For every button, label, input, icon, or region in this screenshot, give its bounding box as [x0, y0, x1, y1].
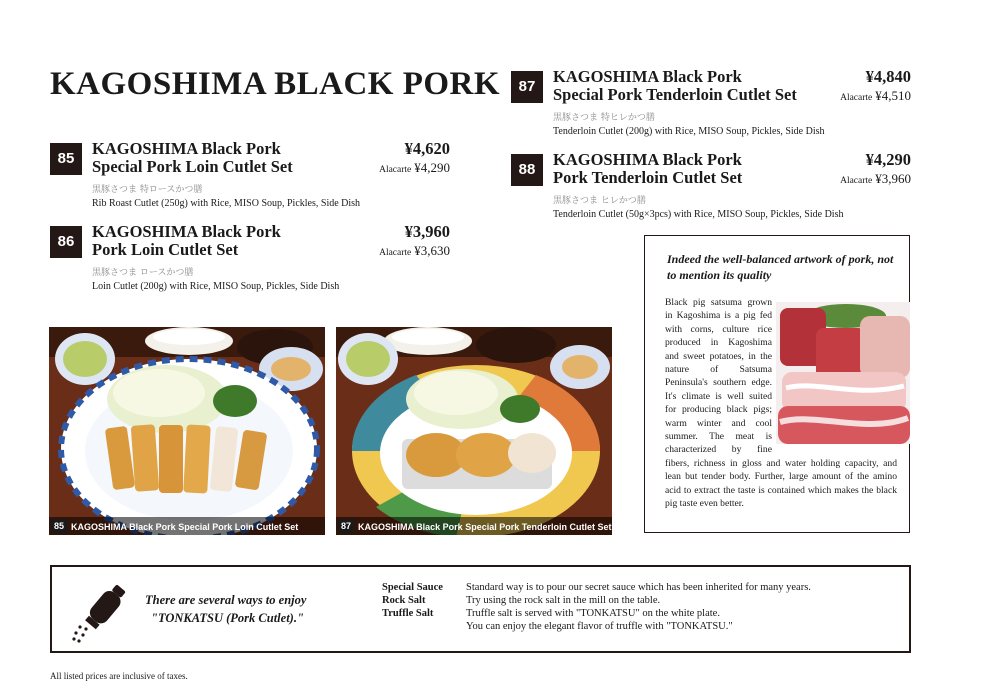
item-price: ¥3,960 [404, 222, 450, 241]
salt-mill-icon [70, 579, 134, 643]
item-japanese-name: 黒豚さつま 特ロースかつ膳 [92, 185, 203, 195]
page-title: KAGOSHIMA BLACK PORK [50, 66, 501, 102]
item-name: KAGOSHIMA Black Pork Special Pork Tenderloin Cutlet Set [553, 67, 797, 104]
item-alacarte: Alacarte ¥3,960 [840, 171, 911, 186]
raw-pork-photo [776, 302, 910, 444]
item-japanese-name: 黒豚さつま 特ヒレかつ膳 [553, 113, 655, 123]
feature-title: Indeed the well-balanced artwork of pork, not to mention its quality [667, 252, 894, 282]
loin-cutlet-illustration [49, 327, 325, 535]
item-alacarte: Alacarte ¥4,290 [379, 160, 450, 175]
item-name: KAGOSHIMA Black Pork Special Pork Loin Cutlet Set [92, 139, 293, 176]
item-price: ¥4,620 [404, 139, 450, 158]
black-pork-feature-box [644, 235, 910, 533]
item-number-badge: 86 [50, 226, 82, 258]
tip-rock-salt: Rock Salt Try using the rock salt in the mill on the table. [382, 595, 661, 606]
item-alacarte: Alacarte ¥3,630 [379, 243, 450, 258]
item-price: ¥4,840 [865, 67, 911, 86]
photo-number-badge: 85 [51, 519, 67, 533]
photo-number-badge: 87 [338, 519, 354, 533]
item-number-badge: 88 [511, 154, 543, 186]
item-description: Loin Cutlet (200g) with Rice, MISO Soup, Pickles, Side Dish [92, 281, 340, 292]
tax-footnote: All listed prices are inclusive of taxes. [50, 671, 188, 681]
tip-truffle-salt: Truffle Salt Truffle salt is served with "TONKATSU" on the white plate. [382, 608, 720, 619]
photo-caption: KAGOSHIMA Black Pork Special Pork Loin Cutlet Set [71, 522, 299, 532]
item-alacarte: Alacarte ¥4,510 [840, 88, 911, 103]
tips-list [382, 581, 811, 633]
item-description: Tenderloin Cutlet (200g) with Rice, MISO Soup, Pickles, Side Dish [553, 126, 825, 137]
tip-special-sauce: Special Sauce Standard way is to pour our secret sauce which has been inherited for many years. [382, 582, 811, 593]
item-japanese-name: 黒豚さつま ヒレかつ膳 [553, 196, 646, 206]
photo-caption: KAGOSHIMA Black Pork Special Pork Tenderloin Cutlet Set [358, 522, 612, 532]
item-name: KAGOSHIMA Black Pork Pork Loin Cutlet Set [92, 222, 281, 259]
photo-loin-cutlet-set [49, 327, 325, 535]
item-number-badge: 87 [511, 71, 543, 103]
raw-pork-illustration [776, 302, 910, 444]
item-name: KAGOSHIMA Black Pork Pork Tenderloin Cutlet Set [553, 150, 743, 187]
item-description: Rib Roast Cutlet (250g) with Rice, MISO Soup, Pickles, Side Dish [92, 198, 361, 209]
item-japanese-name: 黒豚さつま ロースかつ膳 [92, 268, 194, 278]
tenderloin-cutlet-illustration [336, 327, 612, 535]
item-number-badge: 85 [50, 143, 82, 175]
item-price: ¥4,290 [865, 150, 911, 169]
tonkatsu-tips-box [50, 565, 911, 653]
tip-truffle-salt-continued: You can enjoy the elegant flavor of truffle with "TONKATSU." [466, 621, 733, 632]
photo-tenderloin-cutlet-set [336, 327, 612, 535]
feature-body: Black pig satsuma grown in Kagoshima is a pig fed with corns, culture rice produced in Kagoshima and sweet potatoes, in the nature of Satsuma Peninsula's southern edge. It's climate is well suited for producing black pigs; warm winter and cool summer. The meat is characterized by fine fibers, richness in gloss and water holding capacity, and lean but tender body. Further, large amount of the amino acid to extract the taste is contained which makes the black pig taste even better. [665, 296, 897, 511]
item-description: Tenderloin Cutlet (50g×3pcs) with Rice, MISO Soup, Pickles, Side Dish [553, 209, 844, 220]
tips-heading: There are several ways to enjoy "TONKATSU (Pork Cutlet)." [145, 593, 307, 625]
